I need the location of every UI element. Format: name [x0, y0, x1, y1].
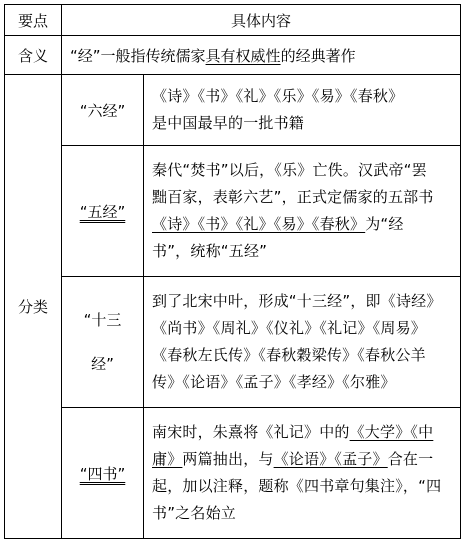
text-part: 两篇抽出，与 — [182, 450, 274, 468]
category-name-sishu — [62, 408, 144, 539]
text-line: 书”，统称“五经” — [152, 242, 268, 260]
underlined-titles: 庸》 — [152, 450, 183, 468]
text-line: 起，加以注释，题称《四书章句集注》，“四 — [152, 477, 442, 495]
category-row-sishu — [5, 408, 461, 539]
text-line — [152, 446, 454, 473]
meaning-emphasis: 具有权威性 — [205, 46, 281, 65]
text-line: 到了北宋中叶，形成“十三经”，即《诗经》 — [152, 292, 442, 310]
category-row-wujing — [5, 146, 461, 277]
meaning-row — [5, 36, 461, 75]
category-desc-sishu — [144, 408, 461, 539]
text-part: 南宋时，朱熹将《礼记》中的 — [152, 423, 350, 441]
category-row-shisanjing — [5, 277, 461, 408]
text-tail: 为“经 — [365, 215, 404, 233]
category-row-liujing — [5, 75, 461, 146]
meaning-text-c: 的经典著作 — [280, 46, 356, 65]
sishu-label: “四书” — [79, 464, 126, 483]
text-line: 是中国最早的一批书籍 — [152, 114, 305, 132]
five-classics-underlined: 《诗》《书》《礼》《易》《春秋》 — [152, 215, 366, 233]
text-part: 合在一 — [387, 450, 434, 468]
meaning-text-a: “经”一般指传统儒家 — [70, 46, 206, 65]
text-line: 书”之名始立 — [152, 504, 236, 522]
classics-table — [4, 4, 461, 539]
meaning-label: 含义 — [5, 36, 62, 75]
text-line — [152, 419, 454, 446]
header-key-point: 要点 — [5, 5, 62, 36]
table-header-row — [5, 5, 461, 36]
wujing-label: “五经” — [79, 202, 126, 221]
category-desc-liujing — [144, 75, 461, 146]
text-line: 秦代“焚书”以后，《乐》亡佚。汉武帝“罢 — [152, 161, 427, 179]
category-name-wujing — [62, 146, 144, 277]
category-name-liujing: “六经” — [62, 75, 144, 146]
category-desc-shisanjing — [144, 277, 461, 408]
text-line — [152, 211, 454, 238]
text-line: 《尚书》《周礼》《仪礼》《礼记》《周易》 — [152, 319, 427, 337]
name-line: 经” — [91, 355, 114, 373]
category-desc-wujing — [144, 146, 461, 277]
text-line: 传》《论语》《孟子》《孝经》《尔雅》 — [152, 373, 396, 391]
underlined-titles: 《论语》《孟子》 — [273, 450, 388, 468]
underlined-titles: 《大学》《中 — [349, 423, 434, 441]
text-line: 《春秋左氏传》《春秋穀梁传》《春秋公羊 — [152, 346, 426, 364]
name-line: “十三 — [83, 311, 122, 329]
header-details: 具体内容 — [62, 5, 461, 36]
text-line: 黜百家，表彰六艺”，正式定儒家的五部书 — [152, 188, 434, 206]
text-line: 《诗》《书》《礼》《乐》《易》《春秋》 — [152, 87, 404, 105]
category-label: 分类 — [5, 75, 62, 539]
meaning-text — [62, 36, 461, 75]
category-name-shisanjing — [62, 277, 144, 408]
